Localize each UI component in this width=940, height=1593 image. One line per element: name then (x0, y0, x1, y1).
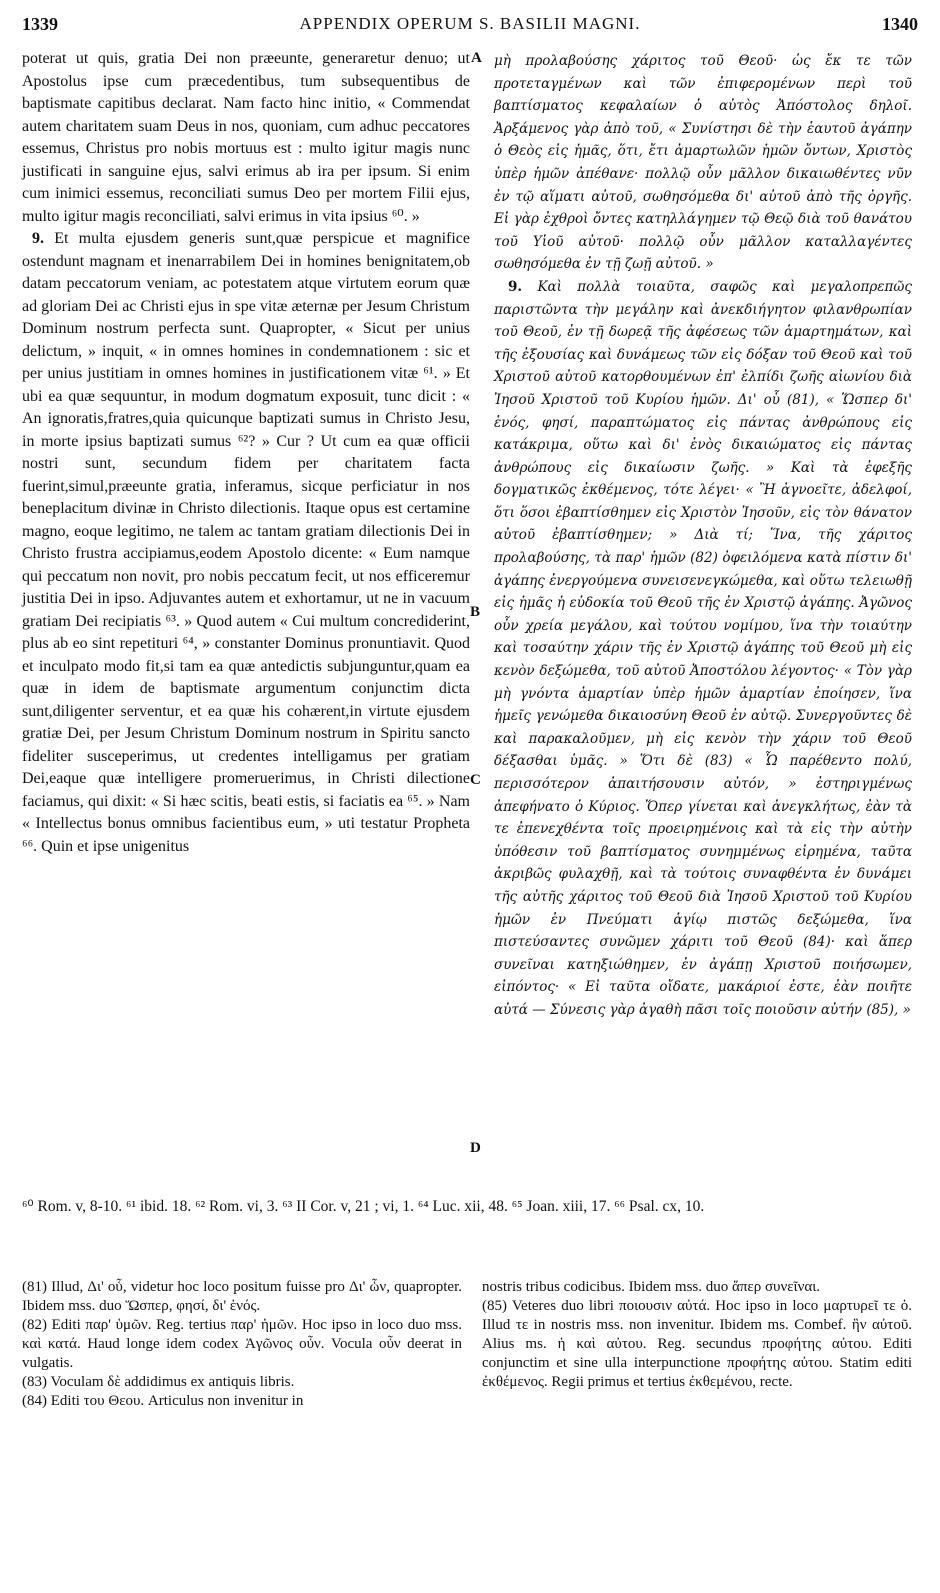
footnotes-left (22, 1278, 462, 1411)
page-number-left: 1339 (22, 14, 58, 34)
footnote-84-continued: nostris tribus codicibus. Ibidem mss. duo ἅπερ συνεῖναι. (482, 1279, 821, 1295)
greek-paragraph-2 (494, 276, 912, 1022)
running-header (22, 14, 918, 40)
latin-paragraph-2-text: Et multa ejusdem generis sunt,quæ perspicue et magnifice ostendunt magnam et inenarrabilem Dei in homines benignitatem,ob datam peccatorum veniam, ac potestatem atque virtutem eorum quæ ad gloriam Dei ac Christi ejus in spe vitæ æternæ per Jesum Christum Dominum nostrum perfecta sunt. Quapropter, « Sicut per unius delictum, » inquit, « in omnes homines in condemnationem : sic et per unius justitiam in omnes homines in justificationem vitæ ⁶¹. » Et ubi ea quæ sequuntur, in modum dogmatum exposuit, tunc dicit : « An ignoratis,fratres,quia quicunque baptizati sumus in Christo Jesu, in morte ipsius baptizati sumus ⁶²? » Cur ? Ut cum ea quæ officii nostri sunt, secundum fidem per charitatem facta fuerint,simul,præeunte gratia, inferamus, sicque perficiatur in nos beneplacitum divinæ in Christo dilectionis. Itaque opus est certamine magno, eoque legitimo, ne talem ac tantam gratiam dilectionis Dei in Christo frustra accipiamus,eodem Apostolo dicente: « Eum namque qui peccatum non novit, pro nobis peccatum fecit, ut nos efficeremur justitia Dei in ipso. Adjuvantes autem et exhortamur, ut ne in vacuum gratiam Dei recipiatis ⁶³. » Quod autem « Cui multum concrediderint, plus ab eo sint repetituri ⁶⁴, » constanter Dominus pronuntiavit. Quod et inculpato modo fit,si tam ea quæ antedictis subjunguntur,quam ea quæ in idem de baptismate argumentum conjunctim dicta sunt,diligenter serventur, et ea quæ his cohærent,in virtute ejusdem gratiæ Dei, per Jesum Christum Dominum nostrum in Spiritu sancto fideliter susceperimus, ut credentes intelligamus per gratiam Dei,eaque quæ intelligere promeruerimus, in Christi dilectione faciamus, qui dixit: « Si hæc scitis, beati estis, si faciatis ea ⁶⁵. » Nam « Intellectus bonus omnibus facientibus eum, » uti testatur Propheta ⁶⁶. Quin et ipse unigenitus (22, 230, 471, 855)
scripture-references: ⁶⁰ Rom. v, 8-10. ⁶¹ ibid. 18. ⁶² Rom. vi, 3. ⁶³ II Cor. v, 21 ; vi, 1. ⁶⁴ Luc. xii, 48. ⁶⁵ Joan. xiii, 17. ⁶⁶ Psal. cx, 10. (22, 1198, 705, 1215)
greek-paragraph-2-text: Καὶ πολλὰ τοιαῦτα, σαφῶς καὶ μεγαλοπρεπῶς παριστῶντα τὴν μεγάλην καὶ ἀνεκδιήγητον φιλανθρωπίαν τοῦ Θεοῦ, ἐν τῇ δωρεᾷ τῆς ἀφέσεως τῶν ἁμαρτημάτων, καὶ τῆς ἐξουσίας καὶ δυνάμεως τῶν εἰς δόξαν τοῦ Θεοῦ καὶ τοῦ Χριστοῦ αὐτοῦ κατορθουμένων ἐπ' ἐλπίδι ζωῆς αἰωνίου διὰ Ἰησοῦ Χριστοῦ τοῦ Κυρίου ἡμῶν. Δι' οὗ (81), « Ὥσπερ δι' ἑνός, φησί, παραπτώματος εἰς πάντας ἀνθρώπους εἰς κατάκριμα, οὕτω καὶ δι' ἑνὸς δικαιώματος εἰς πάντας ἀνθρώπους εἰς δικαίωσιν ζωῆς. » Καὶ τὰ ἐφεξῆς δογματικῶς ἐκθέμενος, τότε λέγει· « Ἢ ἀγνοεῖτε, ἀδελφοί, ὅτι ὅσοι ἐβαπτίσθημεν εἰς Χριστὸν Ἰησοῦν, εἰς τὸν θάνατον αὐτοῦ ἐβαπτίσθημεν; » Διὰ τί; Ἵνα, τῆς χάριτος προλαβούσης, τὰ παρ' ἡμῶν (82) ὀφειλόμενα κατὰ πίστιν δι' ἀγάπης ἐνεργούμενα συνεισενεγκώμεθα, καὶ οὕτω τελειωθῇ εἰς ἡμᾶς ἡ εὐδοκία τοῦ Θεοῦ τῆς ἐν Χριστῷ ἀγάπης. Ἀγῶνος οὖν χρεία μεγάλου, καὶ τούτου νομίμου, ἵνα τὴν τοιαύτην καὶ τοσαύτην χάριν τῆς ἐν Χριστῷ ἀγάπης τοῦ Θεοῦ μὴ εἰς κενὸν δεξώμεθα, τοῦ αὐτοῦ Ἀποστόλου λέγοντος· « Τὸν γὰρ μὴ γνόντα ἁμαρτίαν ὑπὲρ ἡμῶν ἁμαρτίαν ἐποίησεν, ἵνα ἡμεῖς γενώμεθα δικαιοσύνη Θεοῦ ἐν αὐτῷ. Συνεργοῦντες δὲ καὶ παρακαλοῦμεν, μὴ εἰς κενὸν τὴν χάριν τοῦ Θεοῦ δέξασθαι ὑμᾶς. » Ὅτι δὲ (83) « Ὧ παρέθεντο πολύ, περισσότερον ἀπαιτήσουσιν αὐτόν, » ἐστηριγμένως ἀπεφήνατο ὁ Κύριος. Ὅπερ γίνεται καὶ ἀνεγκλήτως, ἐὰν τὰ τε ἐπενεχθέντα τοῖς προειρημένοις καὶ τὰ εἰς τὴν αὐτὴν ὑπόθεσιν τοῦ βαπτίσματος συνημμένως εἰρημένα, ταῦτα ἀκριβῶς φυλαχθῇ, καὶ τὰ τούτοις συναφθέντα ἐν δυνάμει τῆς αὐτῆς χάριτος τοῦ Θεοῦ διὰ Ἰησοῦ Χριστοῦ τοῦ Κυρίου ἡμῶν ἐν Πνεύματι ἁγίῳ πιστῶς δεξώμεθα, ἵνα πιστεύσαντες συνῶμεν χάριτι τοῦ Θεοῦ (84)· καὶ ἅπερ συνεῖναι κατηξιώθημεν, ἐν ἀγάπῃ Χριστοῦ ποιήσωμεν, εἰπόντος· « Εἰ ταῦτα οἴδατε, μακάριοί ἐστε, ἐὰν ποιῆτε αὐτά — Σύνεσις γὰρ ἀγαθὴ πᾶσι τοῖς ποιοῦσιν αὐτήν (85), » (494, 278, 912, 1018)
running-title: APPENDIX OPERUM S. BASILII MAGNI. (299, 14, 641, 33)
section-number: 9. (32, 230, 44, 247)
margin-letter-b: B (470, 604, 481, 620)
footnotes-right (482, 1278, 912, 1392)
footnote-82: (82) Editi παρ' ὑμῶν. Reg. tertius παρ' ἡμῶν. Hoc ipso in loco duo mss. καὶ κατά. Haud longe idem codex Ἀγῶνος οὖν. Vocula οὖν deerat in vulgatis. (22, 1317, 462, 1371)
footnote-84: (84) Editi του Θεου. Articulus non invenitur in (22, 1393, 304, 1409)
footnote-81: (81) Illud, Δι' οὗ, videtur hoc loco positum fuisse pro Δι' ὧν, quapropter. Ibidem mss. duo Ὥσπερ, φησί, δι' ἑνός. (22, 1279, 462, 1314)
margin-letter-c: C (470, 772, 481, 788)
margin-letter-a: A (471, 50, 482, 66)
greek-paragraph-1: μὴ προλαβούσης χάριτος τοῦ Θεοῦ· ὡς ἔκ τε τῶν προτεταγμένων καὶ τῶν ἐπιφερομένων περὶ τοῦ βαπτίσματος κεφαλαίων ὁ αὐτὸς Ἀπόστολος δηλοῖ. Ἀρξάμενος γὰρ ἀπὸ τοῦ, « Συνίστησι δὲ τὴν ἑαυτοῦ ἀγάπην ὁ Θεὸς εἰς ἡμᾶς, ὅτι, ἔτι ἁμαρτωλῶν ἡμῶν ὄντων, Χριστὸς ὑπὲρ ἡμῶν ἀπέθανε· πολλῷ οὖν μᾶλλον δικαιωθέντες νῦν ἐν τῷ αἵματι αὐτοῦ, σωθησόμεθα δι' αὐτοῦ ἀπὸ τῆς ὀργῆς. Εἰ γὰρ ἐχθροὶ ὄντες κατηλλάγημεν τῷ Θεῷ διὰ τοῦ θανάτου τοῦ Υἱοῦ αὐτοῦ· πολλῷ οὖν μᾶλλον καταλλαγέντες σωθησόμεθα ἐν τῇ ζωῇ αὐτοῦ. » (494, 53, 912, 273)
footnote-83: (83) Voculam δὲ addidimus ex antiquis libris. (22, 1374, 295, 1390)
page-number-right: 1340 (882, 14, 918, 34)
latin-column (22, 48, 470, 858)
margin-letter-d: D (470, 1140, 481, 1156)
footnote-85: (85) Veteres duo libri ποιουσιν αὐτά. Hoc ipso in loco μαρτυρεῖ τε ὁ. Illud τε in nostris mss. non invenitur. Ibidem ms. Combef. ἣν αὐτοῦ. Alius ms. ἡ καὶ αὐτου. Reg. secundus προφήτης αὐτου. Editi conjunctim et sine ulla interpunctione προφήτης αὐτου. Statim editi ἐκθέμενος. Regii primus et tertius ἐκθεμένου, recte. (482, 1298, 912, 1390)
latin-paragraph-2 (22, 228, 470, 858)
latin-paragraph-1: poterat ut quis, gratia Dei non præeunte, generaretur denuo; ut Apostolus ipse cum præcedentibus, tum subsequentibus de baptismate capitibus declarat. Nam facto hinc initio, « Commendat autem charitatem suam Deus in nos, quoniam, cum adhuc peccatores essemus, Christus pro nobis mortuus est : multo igitur magis nunc justificati in sanguine ejus, salvi erimus ab ira per ipsum. Si enim cum inimici essemus, reconciliati sumus Deo per mortem Filii ejus, multo igitur magis reconciliati, salvi erimus in vita ipsius ⁶⁰. » (22, 50, 470, 225)
greek-column (494, 50, 912, 1022)
section-number-greek: 9. (508, 278, 523, 295)
